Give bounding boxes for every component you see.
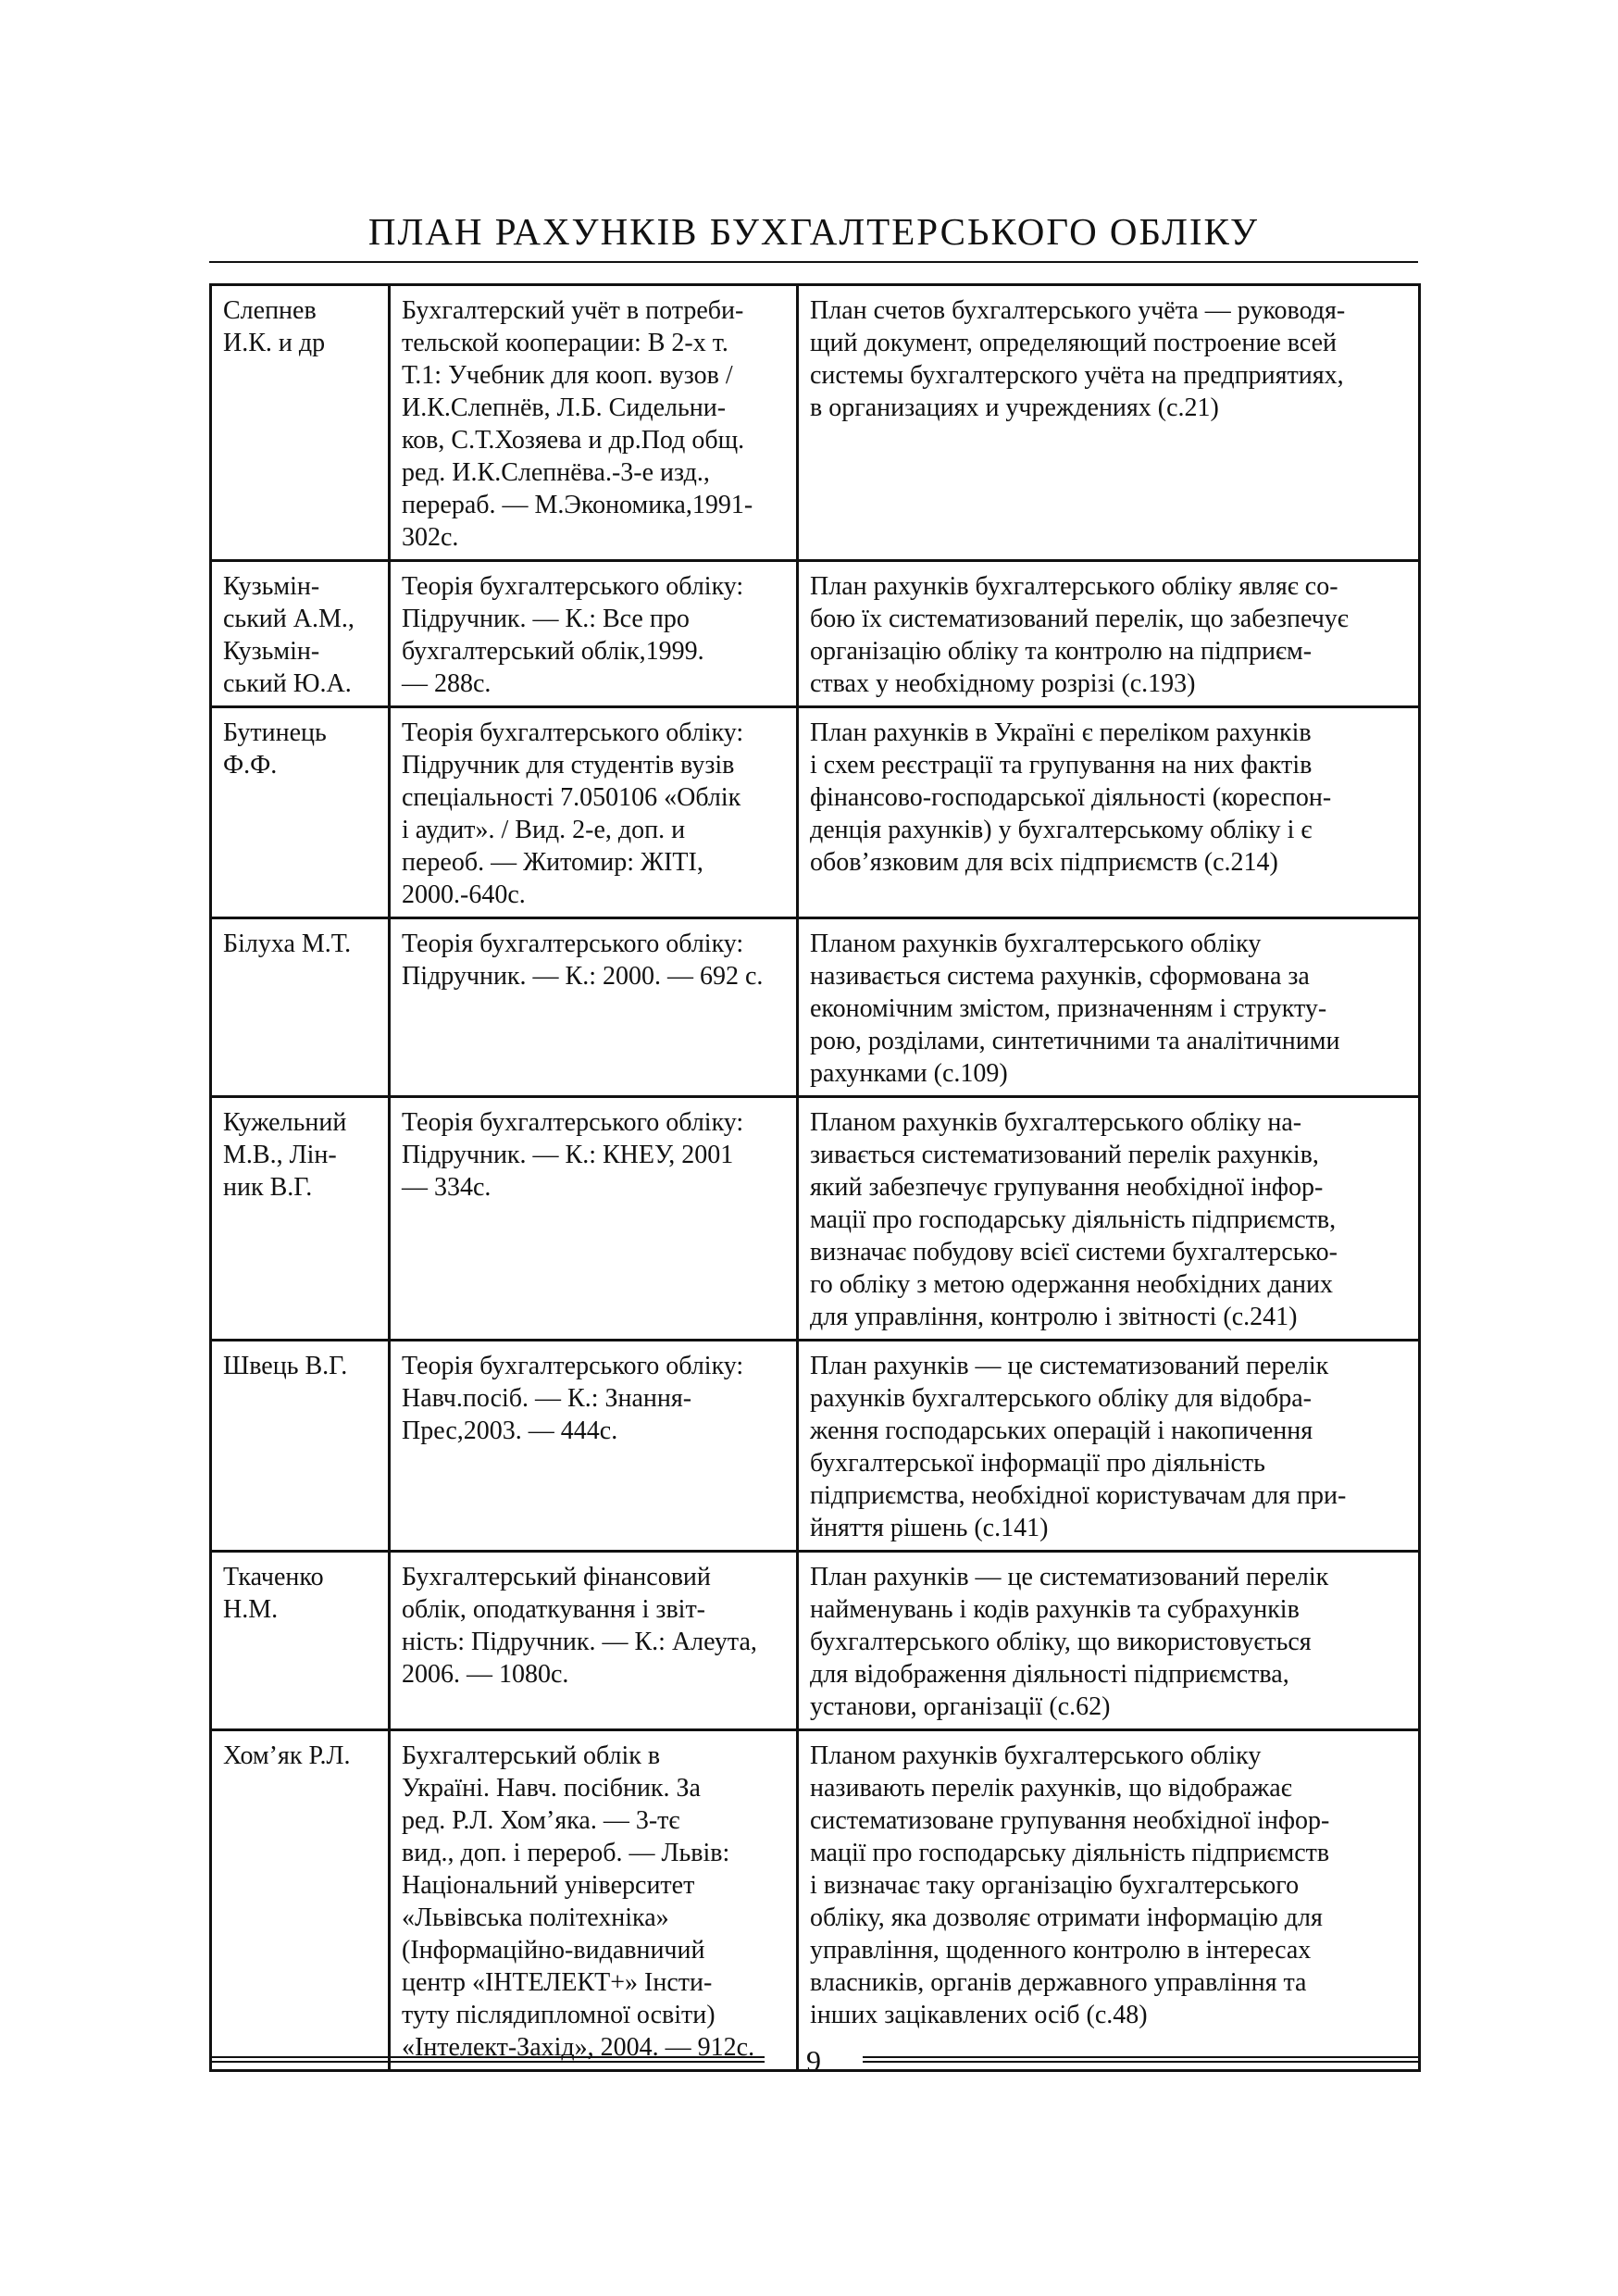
- definition-text: Планом рахунків бухгалтерського обліку називають перелік рахунків, що відображає систематизоване групування необхідної інфор- мації про господарську діяльність підприємств і визначає таку організацію бухгалтерського обліку, яка дозволяє отримати інформацію для управління, щоденного контролю в інтересах власників, органів державного управління та інших зацікавлених осіб (с.48): [810, 1741, 1330, 2029]
- definition-cell: [798, 1341, 1420, 1552]
- definition-text: План рахунків бухгалтерського обліку являє со- бою їх систематизований перелік, що забезпечує організацію обліку та контролю на підприєм- ствах у необхідному розрізі (с.193): [810, 572, 1349, 698]
- source-text: Теорія бухгалтерського обліку: Підручник. — К.: Все про бухгалтерський облік,1999. — 288с.: [402, 572, 744, 698]
- definition-cell: [798, 1552, 1420, 1730]
- author-text: Кузьмін- ський А.М., Кузьмін- ський Ю.А.: [223, 572, 355, 698]
- source-text: Бухгалтерський фінансовий облік, оподаткування і звіт- ність: Підручник. — К.: Алеута, 2006. — 1080с.: [402, 1563, 757, 1689]
- source-cell: [390, 1552, 798, 1730]
- source-text: Теорія бухгалтерського обліку: Підручник. — К.: КНЕУ, 2001 — 334с.: [402, 1108, 744, 1202]
- table-row: [211, 1341, 1420, 1552]
- author-text: Хом’як Р.Л.: [223, 1741, 351, 1770]
- page-number: 9: [806, 2044, 821, 2078]
- footer-rule-left: [209, 2056, 765, 2063]
- table-row: [211, 707, 1420, 918]
- definition-text: Планом рахунків бухгалтерського обліку на- зивається систематизований перелік рахунків, який забезпечує групування необхідної інфор- мації про господарську діяльність підприємств, визначає побудову всієї системи бухгалтерсько- го обліку з метою одержання необхідних даних для управління, контролю і звітності (с.241): [810, 1108, 1338, 1331]
- author-text: Бутинець Ф.Ф.: [223, 718, 327, 780]
- definition-cell: [798, 285, 1420, 561]
- author-cell: [211, 285, 390, 561]
- definition-text: План рахунків — це систематизований перелік найменувань і кодів рахунків та субрахунків бухгалтерського обліку, що використовується для відображення діяльності підприємства, установи, організації (с.62): [810, 1563, 1329, 1721]
- definition-cell: [798, 918, 1420, 1097]
- source-text: Теорія бухгалтерського обліку: Підручник. — К.: 2000. — 692 с.: [402, 930, 764, 991]
- author-text: Швець В.Г.: [223, 1352, 348, 1380]
- source-cell: [390, 1341, 798, 1552]
- source-text: Теорія бухгалтерського обліку: Навч.посіб. — К.: Знання- Прес,2003. — 444с.: [402, 1352, 744, 1445]
- table-row: [211, 1730, 1420, 2071]
- header-rule: [209, 261, 1418, 263]
- definition-cell: [798, 707, 1420, 918]
- author-cell: [211, 707, 390, 918]
- definitions-table: [209, 283, 1421, 2072]
- footer-rule-right: [863, 2056, 1418, 2063]
- author-cell: [211, 918, 390, 1097]
- definition-text: План рахунків в Україні є переліком рахунків і схем реєстрації та групування на них фактів фінансово-господарської діяльності (кореспон- денція рахунків) у бухгалтерському обліку і є обов’язковим для всіх підприємств (с.214): [810, 718, 1332, 877]
- author-text: Ткаченко Н.М.: [223, 1563, 324, 1624]
- author-cell: [211, 1730, 390, 2071]
- definition-text: Планом рахунків бухгалтерського обліку називається система рахунків, сформована за економічним змістом, призначенням і структу- рою, розділами, синтетичними та аналітичними рахунками (с.109): [810, 930, 1340, 1088]
- definition-cell: [798, 1730, 1420, 2071]
- definition-text: План рахунків — це систематизований перелік рахунків бухгалтерського обліку для відобра- ження господарських операцій і накопичення бухгалтерської інформації про діяльність підприємства, необхідної користувачам для при- йняття рішень (с.141): [810, 1352, 1347, 1542]
- source-text: Бухгалтерский учёт в потреби- тельской кооперации: В 2-х т. Т.1: Учебник для кооп. вузов / И.К.Слепнёв, Л.Б. Сидельни- ков, С.Т.Хозяева и др.Под общ. ред. И.К.Слепнёва.-3-е изд., перераб. — М.Экономика,1991- 302с.: [402, 296, 753, 552]
- source-cell: [390, 707, 798, 918]
- source-cell: [390, 1097, 798, 1341]
- definition-text: План счетов бухгалтерського учёта — руководя- щий документ, определяющий построение всей системы бухгалтерского учёта на предприятиях, в организациях и учреждениях (с.21): [810, 296, 1346, 422]
- source-text: Теорія бухгалтерського обліку: Підручник для студентів вузів спеціальності 7.050106 «Облік і аудит». / Вид. 2-е, доп. и переоб. — Житомир: ЖІТІ, 2000.-640с.: [402, 718, 744, 909]
- table-row: [211, 918, 1420, 1097]
- table-row: [211, 285, 1420, 561]
- author-text: Білуха М.Т.: [223, 930, 352, 958]
- author-text: Слепнев И.К. и др: [223, 296, 326, 357]
- author-cell: [211, 561, 390, 707]
- author-text: Кужельний М.В., Лін- ник В.Г.: [223, 1108, 347, 1202]
- table-row: [211, 561, 1420, 707]
- author-cell: [211, 1552, 390, 1730]
- running-header-title: ПЛАН РАХУНКІВ БУХГАЛТЕРСЬКОГО ОБЛІКУ: [367, 210, 1260, 253]
- page-footer: [209, 2042, 1418, 2079]
- author-cell: [211, 1097, 390, 1341]
- table-row: [211, 1552, 1420, 1730]
- source-cell: [390, 561, 798, 707]
- definition-cell: [798, 561, 1420, 707]
- source-text: Бухгалтерський облік в Україні. Навч. посібник. За ред. Р.Л. Хом’яка. — 3-тє вид., доп. і перероб. — Львів: Національний університет «Львівська політехніка» (Інформаційно-видавничий центр «ІНТЕЛЕКТ+» Інсти- туту післядипломної освіти) «Інтелект-Захід», 2004. — 912с.: [402, 1741, 755, 2062]
- source-cell: [390, 918, 798, 1097]
- source-cell: [390, 285, 798, 561]
- definition-cell: [798, 1097, 1420, 1341]
- table-row: [211, 1097, 1420, 1341]
- source-cell: [390, 1730, 798, 2071]
- author-cell: [211, 1341, 390, 1552]
